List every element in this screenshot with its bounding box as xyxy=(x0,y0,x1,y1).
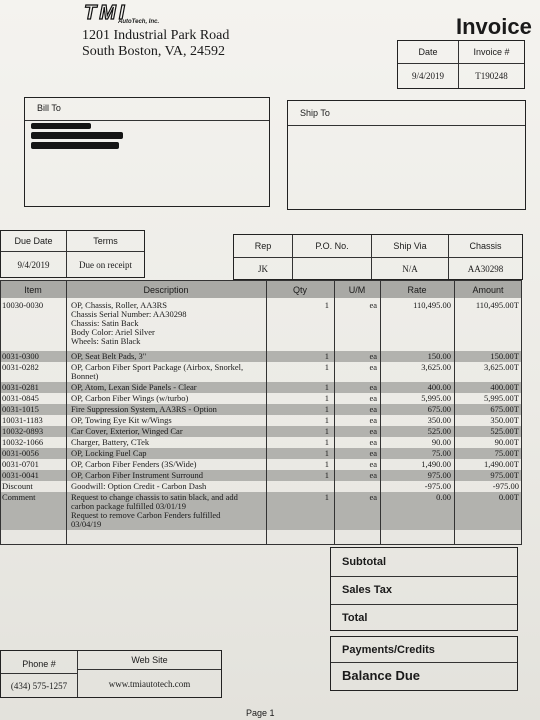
item-qty: 1 xyxy=(324,448,329,458)
item-qty: 1 xyxy=(324,437,329,447)
invoice-number: T190248 xyxy=(475,71,508,81)
phone-value: (434) 575-1257 xyxy=(10,680,68,691)
redacted-address-2 xyxy=(31,142,119,149)
table-row xyxy=(1,300,521,347)
table-row xyxy=(1,481,521,492)
item-um: ea xyxy=(369,362,377,372)
table-body xyxy=(1,298,521,544)
item-code: Comment xyxy=(2,492,36,502)
terms-value: Due on receipt xyxy=(79,259,132,270)
item-code: 0031-1015 xyxy=(2,404,39,414)
item-qty: 1 xyxy=(324,459,329,469)
invoice-meta-box xyxy=(397,40,525,89)
item-rate: -975.00 xyxy=(424,481,451,491)
item-code: 0031-0300 xyxy=(2,351,39,361)
item-rate: 75.00 xyxy=(431,448,451,458)
item-description-line: OP, Seat Belt Pads, 3" xyxy=(71,351,147,361)
item-description-line: Request to remove Carbon Fenders fulfilled xyxy=(71,510,221,520)
page-number: Page 1 xyxy=(246,708,275,718)
po-label: P.O. No. xyxy=(315,241,349,251)
balance-box xyxy=(330,636,518,691)
balance-due-label: Balance Due xyxy=(342,668,421,683)
due-date: 9/4/2019 xyxy=(17,259,50,270)
item-code: 0031-0281 xyxy=(2,382,39,392)
address-line-1: 1201 Industrial Park Road xyxy=(82,28,230,43)
table-row xyxy=(1,393,521,404)
ship-via-value: N/A xyxy=(402,263,418,274)
item-description-line: Charger, Battery, CTek xyxy=(71,437,150,447)
item-rate: 675.00 xyxy=(427,404,451,414)
item-description-line: Wheels: Satin Black xyxy=(71,336,141,346)
item-qty: 1 xyxy=(324,426,329,436)
item-description-line: OP, Towing Eye Kit w/Wings xyxy=(71,415,172,425)
item-rate: 110,495.00 xyxy=(413,300,451,310)
redacted-name xyxy=(31,123,91,129)
item-um: ea xyxy=(369,404,377,414)
payments-label: Payments/Credits xyxy=(342,644,435,656)
item-code: Discount xyxy=(2,481,33,491)
item-description-line: Chassis Serial Number: AA30298 xyxy=(71,309,187,319)
item-um: ea xyxy=(369,437,377,447)
invoice-date: 9/4/2019 xyxy=(411,71,444,81)
ship-via-label: Ship Via xyxy=(393,241,427,251)
table-row xyxy=(1,437,521,448)
item-um: ea xyxy=(369,393,377,403)
item-rate: 1,490.00 xyxy=(421,459,451,469)
ship-to-box xyxy=(287,100,526,210)
item-qty: 1 xyxy=(324,351,329,361)
table-row xyxy=(1,459,521,470)
item-code: 10032-1066 xyxy=(2,437,44,447)
item-code: 0031-0282 xyxy=(2,362,39,372)
item-rate: 150.00 xyxy=(427,351,451,361)
item-qty: 1 xyxy=(324,404,329,414)
company-address xyxy=(82,28,229,60)
item-description-line: Body Color: Ariel Silver xyxy=(71,327,155,337)
company-logo-subtitle: AutoTech, Inc. xyxy=(118,19,160,25)
item-rate: 400.00 xyxy=(427,382,451,392)
item-description-line: 03/04/19 xyxy=(71,519,102,529)
rep-label: Rep xyxy=(254,241,272,251)
item-amount: 150.00T xyxy=(490,351,519,361)
item-description-line: OP, Locking Fuel Cap xyxy=(71,448,147,458)
address-line-2: South Boston, VA, 24592 xyxy=(82,44,226,59)
invoice-number-label: Invoice # xyxy=(473,47,510,57)
phone-label: Phone # xyxy=(22,659,56,669)
table-row xyxy=(1,492,521,530)
contact-box xyxy=(0,650,222,698)
item-amount: 975.00T xyxy=(490,470,519,480)
item-rate: 525.00 xyxy=(427,426,451,436)
item-amount: 350.00T xyxy=(490,415,519,425)
redacted-address-1 xyxy=(31,132,123,139)
item-description-line: Fire Suppression System, AA3RS - Option xyxy=(71,404,217,414)
item-description-line: OP, Carbon Fiber Fenders (3S/Wide) xyxy=(71,459,197,469)
item-amount: 5,995.00T xyxy=(484,393,519,403)
total-label: Total xyxy=(342,612,368,624)
document-title: Invoice xyxy=(456,14,532,39)
ship-to-label: Ship To xyxy=(300,108,330,118)
col-rate: Rate xyxy=(407,284,427,295)
items-table xyxy=(0,280,522,545)
bill-to-box xyxy=(24,97,270,207)
item-amount: -975.00 xyxy=(492,481,519,491)
item-amount: 0.00T xyxy=(498,492,519,502)
website-label: Web Site xyxy=(131,655,168,665)
item-um: ea xyxy=(369,459,377,469)
item-um: ea xyxy=(369,300,377,310)
item-amount: 90.00T xyxy=(494,437,519,447)
bill-to-label: Bill To xyxy=(37,103,61,113)
chassis-label: Chassis xyxy=(469,241,502,251)
item-um: ea xyxy=(369,351,377,361)
item-description-line: carbon package fulfilled 03/01/19 xyxy=(71,501,186,511)
table-row xyxy=(1,415,521,426)
item-amount: 400.00T xyxy=(490,382,519,392)
item-description-line: Goodwill: Option Credit - Carbon Dash xyxy=(71,481,207,491)
item-rate: 3,625.00 xyxy=(421,362,451,372)
table-row xyxy=(1,362,521,382)
item-code: 0031-0701 xyxy=(2,459,39,469)
item-amount: 3,625.00T xyxy=(484,362,519,372)
item-rate: 350.00 xyxy=(427,415,451,425)
item-code: 0031-0041 xyxy=(2,470,39,480)
date-label: Date xyxy=(418,47,438,57)
item-description-line: OP, Carbon Fiber Wings (w/turbo) xyxy=(71,393,189,403)
website-value: www.tmiautotech.com xyxy=(108,678,191,689)
table-row xyxy=(1,351,521,362)
item-description-line: Chassis: Satin Back xyxy=(71,318,139,328)
item-description-line: Bonnet) xyxy=(71,371,99,381)
item-description-line: OP, Carbon Fiber Sport Package (Airbox, Snorkel, xyxy=(71,362,244,372)
item-qty: 1 xyxy=(324,300,329,310)
table-row xyxy=(1,448,521,459)
due-date-label: Due Date xyxy=(14,236,53,246)
col-um: U/M xyxy=(348,284,366,295)
item-rate: 975.00 xyxy=(427,470,451,480)
col-description: Description xyxy=(143,284,189,295)
item-qty: 1 xyxy=(324,382,329,392)
item-description-line: Request to change chassis to satin black, and add xyxy=(71,492,238,502)
item-description-line: OP, Atom, Lexan Side Panels - Clear xyxy=(71,382,197,392)
chassis-value: AA30298 xyxy=(467,263,504,274)
item-code: 10030-0030 xyxy=(2,300,44,310)
item-description-line: OP, Carbon Fiber Instrument Surround xyxy=(71,470,203,480)
col-qty: Qty xyxy=(292,284,307,295)
subtotal-label: Subtotal xyxy=(342,556,386,568)
sales-tax-label: Sales Tax xyxy=(342,584,392,596)
item-description-line: OP, Chassis, Roller, AA3RS xyxy=(71,300,168,310)
item-amount: 675.00T xyxy=(490,404,519,414)
item-code: 0031-0845 xyxy=(2,393,39,403)
item-qty: 1 xyxy=(324,470,329,480)
item-qty: 1 xyxy=(324,393,329,403)
company-logo: TMI xyxy=(84,2,128,24)
terms-box xyxy=(0,230,145,278)
item-description-line: Car Cover, Exterior, Winged Car xyxy=(71,426,183,436)
col-item: Item xyxy=(24,284,42,295)
rep-value: JK xyxy=(257,263,268,274)
item-um: ea xyxy=(369,470,377,480)
item-rate: 5,995.00 xyxy=(421,393,451,403)
col-amount: Amount xyxy=(472,284,504,295)
item-amount: 110,495.00T xyxy=(475,300,519,310)
item-um: ea xyxy=(369,415,377,425)
totals-box xyxy=(330,547,518,631)
item-amount: 75.00T xyxy=(494,448,519,458)
item-rate: 90.00 xyxy=(431,437,451,447)
table-row xyxy=(1,426,521,437)
table-row xyxy=(1,470,521,481)
item-qty: 1 xyxy=(324,362,329,372)
item-amount: 525.00T xyxy=(490,426,519,436)
terms-label: Terms xyxy=(93,236,118,246)
shipping-info-box xyxy=(233,234,523,280)
item-qty: 1 xyxy=(324,415,329,425)
item-um: ea xyxy=(369,492,377,502)
item-code: 10032-0893 xyxy=(2,426,44,436)
table-row xyxy=(1,382,521,393)
item-rate: 0.00 xyxy=(436,492,451,502)
po-value xyxy=(293,258,371,279)
item-amount: 1,490.00T xyxy=(484,459,519,469)
table-header xyxy=(1,281,521,298)
item-code: 0031-0056 xyxy=(2,448,39,458)
item-um: ea xyxy=(369,382,377,392)
item-um: ea xyxy=(369,448,377,458)
item-qty: 1 xyxy=(324,492,329,502)
table-row xyxy=(1,404,521,415)
item-um: ea xyxy=(369,426,377,436)
item-code: 10031-1183 xyxy=(2,415,43,425)
